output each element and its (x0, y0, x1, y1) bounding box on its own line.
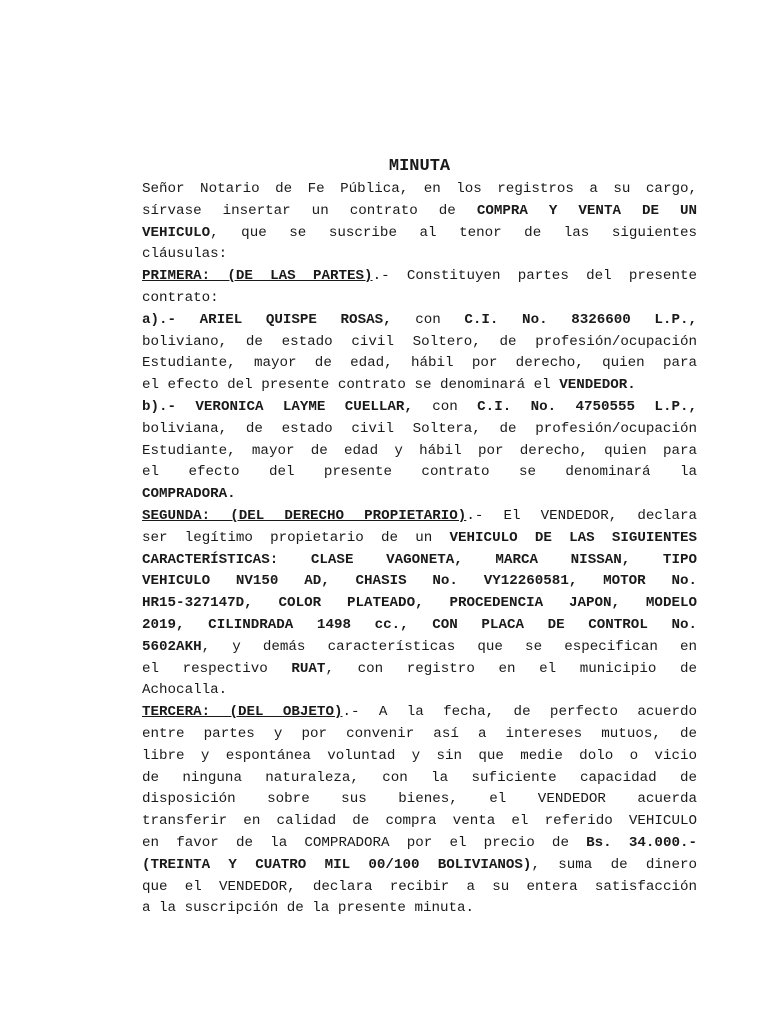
text-line (142, 833, 697, 855)
text-line (142, 201, 697, 223)
text-segment: entre partes y por convenir así a intereses mutuos, de (142, 725, 697, 742)
text-segment: , suma de dinero (531, 856, 697, 873)
text-segment: , con registro en el municipio de (325, 660, 697, 677)
text-line (142, 397, 697, 419)
text-line (142, 506, 697, 528)
bold-text: 5602AKH (142, 638, 202, 655)
text-segment: .- A la fecha, de perfecto acuerdo (342, 704, 697, 721)
text-line (142, 550, 697, 572)
document-body (142, 179, 697, 920)
bold-text: RUAT (291, 660, 326, 677)
text-line (142, 659, 697, 681)
text-segment: boliviano, de estado civil Soltero, de profesión/ocupación (142, 333, 697, 350)
text-line (142, 680, 697, 702)
document-title: MINUTA (388, 157, 451, 176)
text-segment: boliviana, de estado civil Soltera, de profesión/ocupación (142, 420, 697, 437)
text-segment: de ninguna naturaleza, con la suficiente capacidad de (142, 769, 697, 786)
text-segment: sírvase insertar un contrato de (142, 202, 477, 219)
text-line (142, 441, 697, 463)
text-segment: transferir en calidad de compra venta el referido VEHICULO (142, 813, 697, 830)
bold-text: C.I. No. 8326600 L.P., (464, 311, 697, 328)
text-segment: el efecto del presente contrato se denominará la (142, 464, 697, 481)
text-segment: disposición sobre sus bienes, el VENDEDOR acuerda (142, 791, 697, 808)
text-line (142, 288, 697, 310)
text-segment: .- Constituyen partes del presente (372, 268, 697, 285)
text-segment: en favor de la COMPRADORA por el precio de (142, 834, 587, 851)
text-line (142, 571, 697, 593)
text-line (142, 223, 697, 245)
text-line (142, 855, 697, 877)
clause-heading: SEGUNDA: (DEL DERECHO PROPIETARIO) (142, 507, 467, 524)
clause-heading: TERCERA: (DEL OBJETO) (142, 704, 343, 721)
text-line (142, 898, 697, 920)
text-line (142, 724, 697, 746)
text-line (142, 310, 697, 332)
text-line (142, 593, 697, 615)
bold-text: C.I. No. 4750555 L.P., (477, 398, 697, 415)
text-line (142, 811, 697, 833)
text-line (142, 877, 697, 899)
bold-text: VEHICULO (142, 224, 211, 241)
text-line (142, 615, 697, 637)
text-segment: que el VENDEDOR, declara recibir a su entera satisfacción (142, 878, 697, 895)
text-segment: el efecto del presente contrato se denominará el (142, 377, 560, 394)
text-segment: Estudiante, mayor de edad y hábil por derecho, quien para (142, 442, 697, 459)
text-line (142, 637, 697, 659)
text-segment: con (391, 311, 465, 328)
text-segment: el respectivo (142, 660, 292, 677)
bold-text: VEHICULO NV150 AD, CHASIS No. VY12260581, MOTOR No. (142, 573, 697, 590)
bold-text: (TREINTA Y CUATRO MIL 00/100 BOLIVIANOS) (142, 856, 532, 873)
text-line (142, 332, 697, 354)
text-line (142, 528, 697, 550)
text-segment: contrato: (142, 289, 219, 306)
text-line (142, 768, 697, 790)
text-segment: libre y espontánea voluntad y sin que medie dolo o vicio (142, 747, 697, 764)
bold-text: Bs. 34.000.- (586, 834, 697, 851)
bold-text: COMPRADORA. (142, 486, 236, 503)
text-line (142, 789, 697, 811)
clause-heading: PRIMERA: (DE LAS PARTES) (142, 268, 373, 285)
bold-text: COMPRA Y VENTA DE UN (476, 202, 698, 219)
text-line (142, 702, 697, 724)
bold-text: CARACTERÍSTICAS: CLASE VAGONETA, MARCA NISSAN, TIPO (142, 551, 697, 568)
bold-text: a).- ARIEL QUISPE ROSAS, (142, 311, 392, 328)
text-segment: Señor Notario de Fe Pública, en los registros a su cargo, (142, 181, 697, 197)
text-line (142, 484, 697, 506)
text-line (142, 462, 697, 484)
minuta-document (142, 154, 697, 920)
text-line (142, 353, 697, 375)
text-line (142, 375, 697, 397)
text-segment: , que se suscribe al tenor de las siguientes (210, 224, 697, 241)
text-line (142, 244, 697, 266)
text-segment: .- El VENDEDOR, declara (466, 507, 697, 524)
text-line (142, 179, 697, 201)
text-segment: a la suscripción de la presente minuta. (142, 900, 475, 917)
text-segment: Achocalla. (142, 682, 228, 699)
bold-text: b).- VERONICA LAYME CUELLAR, (142, 398, 413, 415)
bold-text: 2019, CILINDRADA 1498 cc., CON PLACA DE CONTROL No. (142, 616, 697, 633)
text-segment: , y demás características que se especifican en (201, 638, 697, 655)
bold-text: VENDEDOR. (559, 377, 636, 394)
bold-text: VEHICULO DE LAS SIGUIENTES (449, 529, 697, 546)
text-line (142, 419, 697, 441)
text-segment: cláusulas: (142, 246, 228, 263)
text-segment: ser legítimo propietario de un (142, 529, 450, 546)
bold-text: HR15-327147D, COLOR PLATEADO, PROCEDENCIA JAPON, MODELO (142, 595, 697, 612)
text-line (142, 266, 697, 288)
text-segment: con (412, 398, 478, 415)
text-line (142, 746, 697, 768)
text-segment: Estudiante, mayor de edad, hábil por derecho, quien para (142, 355, 697, 372)
